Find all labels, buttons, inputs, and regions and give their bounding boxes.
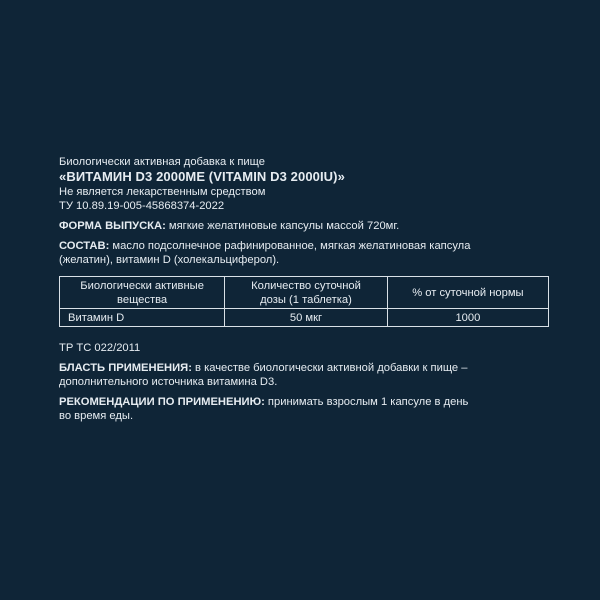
application-label: БЛАСТЬ ПРИМЕНЕНИЯ:: [59, 362, 192, 374]
recommendation-section: [59, 395, 549, 423]
application-text-line2: дополнительного источника витамина D3.: [59, 376, 278, 388]
label-document: [59, 155, 549, 423]
composition-text-line2: (желатин), витамин D (холекальциферол).: [59, 254, 280, 266]
not-drug-notice: Не является лекарственным средством: [59, 186, 266, 198]
product-title: «ВИТАМИН D3 2000МЕ (VITAMIN D3 2000IU)»: [59, 169, 345, 184]
form-text: мягкие желатиновые капсулы массой 720мг.: [165, 220, 400, 232]
form-section: [59, 219, 549, 233]
form-label: ФОРМА ВЫПУСКА:: [59, 220, 166, 232]
header-substance: Биологически активные вещества: [60, 277, 225, 309]
cell-dose: 50 мкг: [225, 309, 388, 327]
nutrition-table: [59, 276, 549, 327]
header-dose: Количество суточной дозы (1 таблетка): [225, 277, 388, 309]
regulation-section: [59, 341, 549, 355]
composition-section: [59, 239, 549, 267]
cell-substance: Витамин D: [60, 309, 225, 327]
application-text-line1: в качестве биологически активной добавки к пище –: [191, 362, 468, 374]
composition-text-line1: масло подсолнечное рафинированное, мягкая желатиновая капсула: [109, 240, 471, 252]
composition-label: СОСТАВ:: [59, 240, 110, 252]
category-text: Биологически активная добавка к пище: [59, 156, 265, 168]
table-header-row: [60, 277, 549, 309]
application-section: [59, 361, 549, 389]
recommendation-text-line1: принимать взрослым 1 капсуле в день: [264, 396, 469, 408]
header-percent: % от суточной нормы: [387, 277, 548, 309]
regulation-text: ТР ТС 022/2011: [59, 342, 141, 354]
cell-percent: 1000: [387, 309, 548, 327]
spec-code: ТУ 10.89.19-005-45868374-2022: [59, 200, 225, 212]
recommendation-text-line2: во время еды.: [59, 410, 134, 422]
table-row: [60, 309, 549, 327]
recommendation-label: РЕКОМЕНДАЦИИ ПО ПРИМЕНЕНИЮ:: [59, 396, 265, 408]
